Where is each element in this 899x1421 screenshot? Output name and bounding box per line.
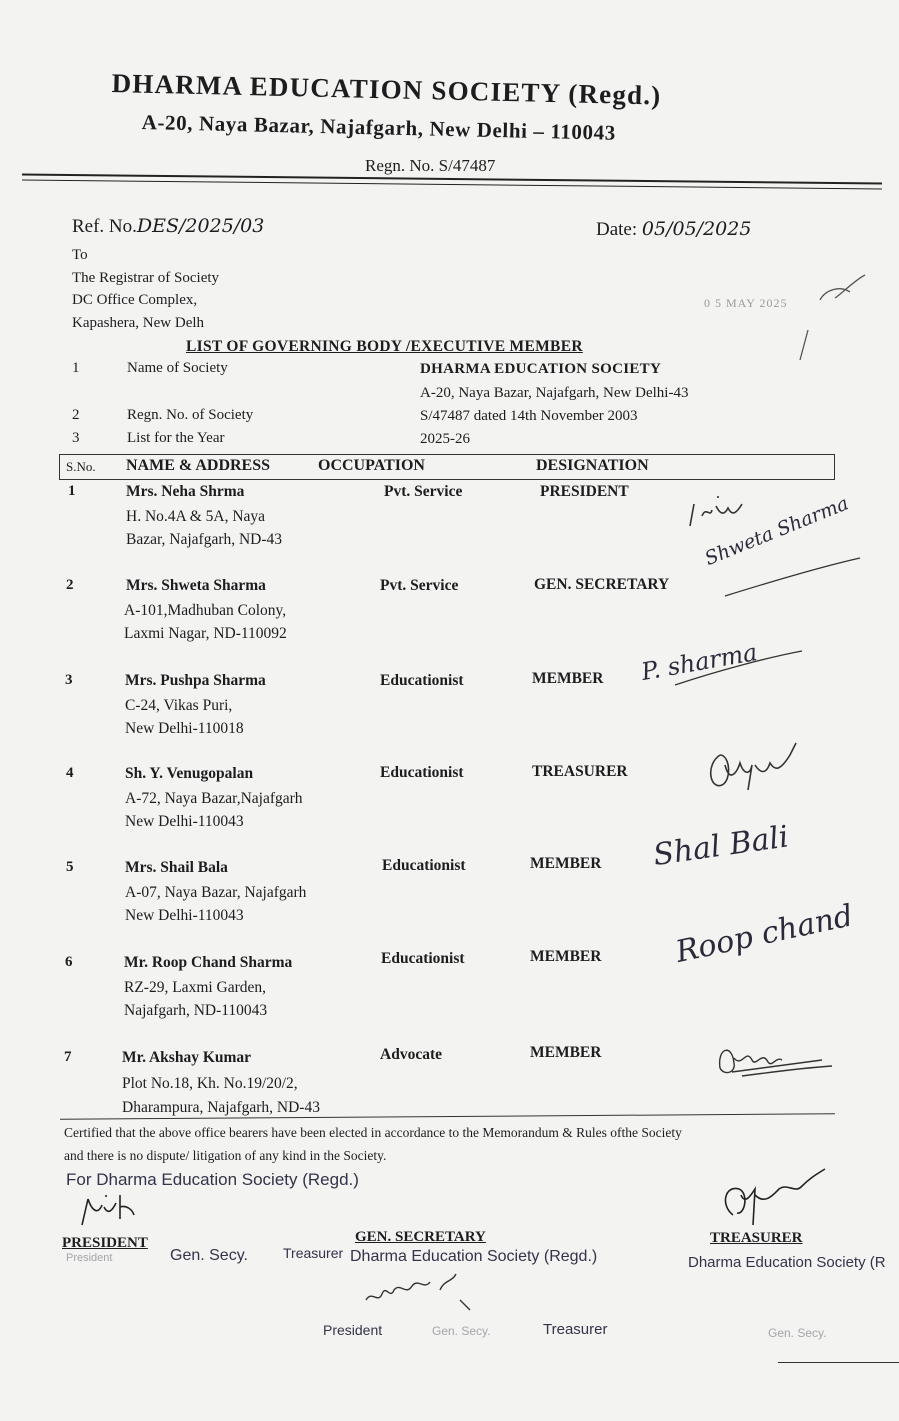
info-num: 1 [72, 360, 80, 376]
member-signature: Shal Bali [651, 819, 791, 873]
row-occupation: Advocate [380, 1046, 442, 1063]
row-name: Mrs. Shail Bala [125, 859, 228, 876]
row-name: Mrs. Pushpa Sharma [125, 672, 266, 689]
president-title: PRESIDENT [62, 1235, 148, 1251]
info-num: 3 [72, 430, 80, 446]
society-stamp: Dharma Education Society (Regd.) [350, 1248, 598, 1265]
row-name: Sh. Y. Venugopalan [125, 765, 254, 782]
header-occupation: OCCUPATION [318, 457, 425, 474]
info-value: S/47487 dated 14th November 2003 [420, 408, 638, 424]
row-sno: 7 [64, 1049, 72, 1065]
row-occupation: Educationist [380, 672, 464, 689]
row-sno: 2 [66, 577, 74, 593]
date [596, 218, 751, 241]
info-label: Name of Society [127, 360, 228, 376]
row-address: A-101,Madhuban Colony, [124, 602, 287, 619]
received-initials-signature [780, 270, 880, 370]
to-label: To [72, 247, 88, 263]
gen-secretary-signature: Shweta Sharma [701, 492, 852, 570]
received-stamp: 0 5 MAY 2025 [704, 296, 788, 310]
society-title: DHARMA EDUCATION SOCIETY (Regd.) [111, 68, 662, 111]
row-sno: 6 [65, 954, 73, 970]
president-signature [680, 486, 760, 531]
bottom-gen-label: Gen. Secy. [432, 1324, 491, 1338]
treasurer-label: Treasurer [283, 1245, 344, 1261]
info-label: Regn. No. of Society [127, 407, 254, 423]
header-name: NAME & ADDRESS [126, 457, 271, 474]
row-occupation: Pvt. Service [380, 577, 459, 594]
header-designation: DESIGNATION [536, 457, 649, 474]
row-address: New Delhi-110018 [125, 720, 244, 737]
certification-line: and there is no dispute/ litigation of any kind in the Society. [64, 1148, 387, 1163]
row-designation: TREASURER [532, 763, 628, 780]
member-signature: P. sharma [639, 638, 760, 686]
row-name: Mrs. Neha Shrma [126, 483, 245, 500]
row-address: Laxmi Nagar, ND-110092 [124, 625, 287, 642]
row-address: Najafgarh, ND-110043 [124, 1002, 268, 1019]
row-address: Dharampura, Najafgarh, ND-43 [122, 1099, 320, 1116]
row-occupation: Pvt. Service [384, 483, 463, 500]
row-designation: PRESIDENT [540, 483, 629, 500]
bottom-treasurer-label: Treasurer [543, 1321, 608, 1338]
row-address: H. No.4A & 5A, Naya [126, 508, 266, 525]
bottom-president-label: President [323, 1322, 383, 1338]
president-stamp-signature [76, 1185, 146, 1235]
row-name: Mrs. Shweta Sharma [126, 577, 266, 594]
gen-secretary-title: GEN. SECRETARY [355, 1229, 486, 1245]
row-designation: MEMBER [530, 948, 602, 965]
gen-secy-label: Gen. Secy. [170, 1247, 248, 1264]
row-sno: 1 [68, 483, 76, 499]
recipient-block [72, 244, 219, 334]
row-name: Mr. Roop Chand Sharma [124, 954, 293, 971]
info-num: 2 [72, 407, 80, 423]
society-address: A-20, Naya Bazar, Najafgarh, New Delhi – 110043 [141, 110, 617, 145]
row-occupation: Educationist [380, 764, 464, 781]
row-address: RZ-29, Laxmi Garden, [124, 979, 267, 996]
signature-underline [720, 552, 870, 602]
info-value: DHARMA EDUCATION SOCIETY [420, 361, 662, 377]
registration-number: Regn. No. S/47487 [365, 156, 496, 175]
row-address: A-07, Naya Bazar, Najafgarh [125, 884, 307, 901]
row-address: Bazar, Najafgarh, ND-43 [126, 531, 283, 548]
row-sno: 5 [66, 859, 74, 875]
society-stamp: For Dharma Education Society (Regd.) [66, 1170, 359, 1189]
member-signature: Roop chand [672, 898, 857, 970]
certification-line: Certified that the above office bearers have been elected in accordance to the Memorandum & Rules ofthe Society [64, 1125, 682, 1140]
date-label: Date: [596, 219, 638, 240]
row-sno: 4 [66, 765, 74, 781]
divider [778, 1362, 899, 1363]
reference [72, 215, 264, 238]
row-address: C-24, Vikas Puri, [125, 697, 233, 714]
recipient-line: Kapashera, New Delh [72, 314, 205, 331]
member-signature [712, 1038, 842, 1083]
president-faint-label: President [66, 1252, 113, 1264]
certification [64, 1121, 834, 1167]
info-value: 2025-26 [420, 431, 470, 447]
treasurer-signature [700, 735, 830, 795]
recipient-line: The Registrar of Society [72, 269, 220, 286]
treasurer-title: TREASURER [710, 1230, 803, 1246]
row-address: A-72, Naya Bazar,Najafgarh [125, 790, 303, 807]
row-name: Mr. Akshay Kumar [122, 1049, 252, 1066]
info-label: List for the Year [127, 430, 225, 446]
recipient-line: DC Office Complex, [72, 292, 198, 308]
row-sno: 3 [65, 672, 73, 688]
row-address: New Delhi-110043 [125, 813, 244, 830]
row-designation: MEMBER [532, 670, 604, 687]
row-designation: GEN. SECRETARY [534, 576, 670, 593]
row-address: Plot No.18, Kh. No.19/20/2, [122, 1075, 298, 1092]
info-value: A-20, Naya Bazar, Najafgarh, New Delhi-43 [420, 385, 689, 401]
row-designation: MEMBER [530, 855, 602, 872]
gen-secretary-stamp-signature [360, 1260, 490, 1320]
date-value: 05/05/2025 [641, 218, 752, 240]
bottom-gen2-label: Gen. Secy. [768, 1326, 827, 1340]
list-title: LIST OF GOVERNING BODY /EXECUTIVE MEMBER [186, 338, 583, 355]
ref-value: DES/2025/03 [136, 215, 265, 237]
ref-label: Ref. No. [72, 216, 137, 237]
row-address: New Delhi-110043 [125, 907, 244, 924]
row-designation: MEMBER [530, 1044, 602, 1061]
signature-underline [670, 645, 810, 690]
header-sno: S.No. [66, 459, 96, 474]
treasurer-stamp-signature [715, 1165, 835, 1240]
society-stamp: Dharma Education Society (R [688, 1254, 886, 1271]
row-occupation: Educationist [381, 950, 465, 967]
row-occupation: Educationist [382, 857, 466, 874]
